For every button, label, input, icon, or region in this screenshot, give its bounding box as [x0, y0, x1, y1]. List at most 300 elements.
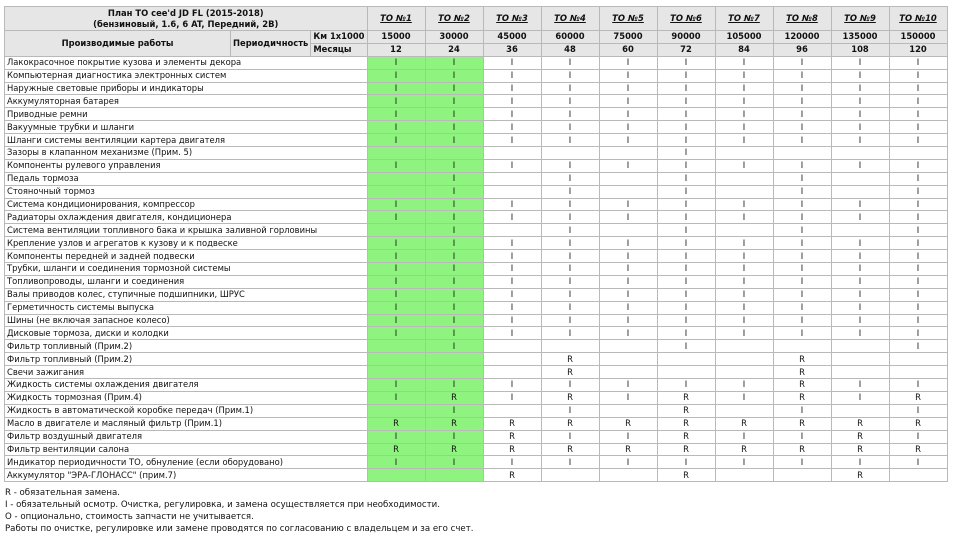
- schedule-cell: I: [367, 237, 425, 250]
- schedule-cell: I: [425, 211, 483, 224]
- schedule-cell: I: [541, 82, 599, 95]
- schedule-cell: [599, 469, 657, 482]
- schedule-cell: R: [715, 443, 773, 456]
- schedule-cell: [831, 172, 889, 185]
- work-name: Шланги системы вентиляции картера двигателя: [5, 134, 368, 147]
- schedule-cell: I: [889, 288, 947, 301]
- schedule-cell: I: [367, 121, 425, 134]
- schedule-cell: I: [657, 121, 715, 134]
- schedule-cell: I: [483, 134, 541, 147]
- schedule-cell: I: [889, 56, 947, 69]
- schedule-cell: I: [657, 185, 715, 198]
- table-row: [5, 379, 948, 392]
- service-km: 90000: [657, 31, 715, 44]
- schedule-cell: [773, 340, 831, 353]
- work-name: Фильтр топливный (Прим.2): [5, 353, 368, 366]
- work-name: Фильтр вентиляции салона: [5, 443, 368, 456]
- table-row: [5, 263, 948, 276]
- table-row: [5, 469, 948, 482]
- schedule-cell: I: [425, 301, 483, 314]
- schedule-cell: [541, 147, 599, 160]
- schedule-cell: I: [599, 391, 657, 404]
- schedule-cell: R: [483, 417, 541, 430]
- service-months: 84: [715, 43, 773, 56]
- schedule-cell: I: [831, 95, 889, 108]
- schedule-cell: R: [657, 430, 715, 443]
- schedule-cell: I: [599, 134, 657, 147]
- schedule-cell: I: [889, 172, 947, 185]
- schedule-cell: I: [715, 69, 773, 82]
- schedule-cell: I: [425, 108, 483, 121]
- schedule-cell: I: [889, 108, 947, 121]
- schedule-cell: I: [425, 327, 483, 340]
- schedule-cell: I: [831, 379, 889, 392]
- table-row: [5, 301, 948, 314]
- schedule-cell: I: [831, 56, 889, 69]
- schedule-cell: I: [367, 211, 425, 224]
- schedule-cell: I: [367, 69, 425, 82]
- work-name: Жидкость тормозная (Прим.4): [5, 391, 368, 404]
- schedule-cell: I: [425, 250, 483, 263]
- work-name: Индикатор периодичности ТО, обнуление (если оборудовано): [5, 456, 368, 469]
- schedule-cell: I: [773, 224, 831, 237]
- schedule-cell: I: [483, 56, 541, 69]
- schedule-cell: I: [483, 69, 541, 82]
- schedule-cell: I: [541, 121, 599, 134]
- schedule-cell: [483, 353, 541, 366]
- table-row: [5, 275, 948, 288]
- schedule-cell: I: [657, 172, 715, 185]
- work-name: Аккумуляторная батарея: [5, 95, 368, 108]
- schedule-cell: I: [599, 82, 657, 95]
- table-row: [5, 250, 948, 263]
- schedule-cell: I: [889, 82, 947, 95]
- work-name: Система вентиляции топливного бака и крышка заливной горловины: [5, 224, 368, 237]
- schedule-cell: I: [831, 288, 889, 301]
- schedule-cell: I: [483, 314, 541, 327]
- schedule-cell: I: [773, 172, 831, 185]
- schedule-cell: I: [889, 456, 947, 469]
- schedule-cell: I: [367, 159, 425, 172]
- table-row: [5, 69, 948, 82]
- schedule-cell: I: [599, 263, 657, 276]
- schedule-cell: I: [367, 134, 425, 147]
- service-months: 24: [425, 43, 483, 56]
- schedule-cell: I: [425, 237, 483, 250]
- legend-note: I - обязательный осмотр. Очистка, регулировка, и замена осуществляется при необходимости.: [5, 500, 440, 510]
- schedule-cell: I: [657, 301, 715, 314]
- service-km: 15000: [367, 31, 425, 44]
- work-name: Аккумулятор "ЭРА-ГЛОНАСС" (прим.7): [5, 469, 368, 482]
- schedule-cell: I: [483, 379, 541, 392]
- schedule-cell: [715, 404, 773, 417]
- service-label-2[interactable]: ТО №2: [425, 7, 483, 31]
- schedule-cell: I: [889, 263, 947, 276]
- schedule-cell: [599, 366, 657, 379]
- schedule-cell: I: [715, 430, 773, 443]
- schedule-cell: [483, 147, 541, 160]
- schedule-title: [5, 7, 368, 31]
- schedule-cell: [483, 366, 541, 379]
- schedule-cell: I: [715, 121, 773, 134]
- schedule-table: [4, 6, 948, 482]
- schedule-cell: I: [541, 275, 599, 288]
- schedule-cell: I: [425, 185, 483, 198]
- schedule-cell: I: [831, 69, 889, 82]
- schedule-cell: I: [425, 159, 483, 172]
- schedule-cell: I: [541, 237, 599, 250]
- schedule-cell: [715, 185, 773, 198]
- table-row: [5, 134, 948, 147]
- schedule-cell: I: [599, 211, 657, 224]
- schedule-cell: I: [773, 301, 831, 314]
- schedule-cell: I: [425, 134, 483, 147]
- work-name: Масло в двигателе и масляный фильтр (Прим.1): [5, 417, 368, 430]
- schedule-cell: [483, 185, 541, 198]
- schedule-cell: R: [773, 353, 831, 366]
- table-row: [5, 288, 948, 301]
- schedule-cell: I: [831, 237, 889, 250]
- schedule-cell: I: [483, 108, 541, 121]
- schedule-cell: R: [483, 469, 541, 482]
- schedule-cell: I: [541, 430, 599, 443]
- schedule-cell: R: [541, 443, 599, 456]
- schedule-cell: I: [889, 340, 947, 353]
- table-row: [5, 391, 948, 404]
- schedule-cell: [367, 172, 425, 185]
- service-months: 36: [483, 43, 541, 56]
- schedule-cell: [831, 224, 889, 237]
- schedule-cell: [715, 366, 773, 379]
- schedule-cell: R: [599, 417, 657, 430]
- schedule-cell: I: [715, 314, 773, 327]
- service-label-4[interactable]: ТО №4: [541, 7, 599, 31]
- schedule-cell: [599, 340, 657, 353]
- schedule-cell: I: [541, 95, 599, 108]
- schedule-cell: I: [773, 198, 831, 211]
- schedule-cell: I: [367, 82, 425, 95]
- service-label-6[interactable]: ТО №6: [657, 7, 715, 31]
- work-name: Система кондиционирования, компрессор: [5, 198, 368, 211]
- work-name: Герметичность системы выпуска: [5, 301, 368, 314]
- work-name: Компьютерная диагностика электронных систем: [5, 69, 368, 82]
- service-km: 150000: [889, 31, 947, 44]
- schedule-cell: I: [425, 340, 483, 353]
- schedule-cell: I: [541, 250, 599, 263]
- table-row: [5, 172, 948, 185]
- service-label-10[interactable]: ТО №10: [889, 7, 947, 31]
- schedule-cell: R: [773, 366, 831, 379]
- schedule-cell: I: [599, 288, 657, 301]
- schedule-cell: I: [889, 185, 947, 198]
- schedule-cell: R: [599, 443, 657, 456]
- work-name: Крепление узлов и агрегатов к кузову и к подвеске: [5, 237, 368, 250]
- schedule-cell: I: [425, 404, 483, 417]
- schedule-cell: [367, 224, 425, 237]
- schedule-cell: I: [483, 391, 541, 404]
- schedule-cell: I: [773, 404, 831, 417]
- schedule-cell: I: [657, 340, 715, 353]
- schedule-cell: I: [889, 69, 947, 82]
- table-row: [5, 417, 948, 430]
- schedule-cell: I: [889, 237, 947, 250]
- schedule-cell: I: [773, 211, 831, 224]
- schedule-cell: I: [541, 172, 599, 185]
- schedule-cell: I: [425, 288, 483, 301]
- schedule-cell: I: [715, 379, 773, 392]
- schedule-cell: I: [889, 314, 947, 327]
- table-row: [5, 95, 948, 108]
- schedule-cell: [367, 340, 425, 353]
- schedule-cell: I: [483, 327, 541, 340]
- schedule-cell: I: [657, 147, 715, 160]
- schedule-cell: I: [599, 95, 657, 108]
- schedule-cell: [367, 366, 425, 379]
- table-row: [5, 56, 948, 69]
- table-row: [5, 198, 948, 211]
- schedule-cell: R: [657, 404, 715, 417]
- schedule-cell: I: [889, 301, 947, 314]
- schedule-cell: I: [599, 69, 657, 82]
- service-label-7[interactable]: ТО №7: [715, 7, 773, 31]
- schedule-cell: I: [425, 379, 483, 392]
- schedule-cell: I: [483, 275, 541, 288]
- schedule-cell: I: [483, 211, 541, 224]
- schedule-cell: I: [657, 211, 715, 224]
- schedule-cell: [889, 366, 947, 379]
- schedule-cell: I: [367, 301, 425, 314]
- schedule-cell: I: [657, 327, 715, 340]
- schedule-cell: [831, 340, 889, 353]
- schedule-cell: I: [483, 301, 541, 314]
- schedule-cell: I: [773, 314, 831, 327]
- schedule-cell: I: [599, 56, 657, 69]
- schedule-cell: I: [541, 288, 599, 301]
- schedule-cell: I: [541, 108, 599, 121]
- schedule-cell: I: [657, 237, 715, 250]
- schedule-cell: I: [599, 159, 657, 172]
- title-line-2: (бензиновый, 1.6, 6 AT, Передний, 2В): [93, 18, 279, 29]
- table-row: [5, 224, 948, 237]
- schedule-cell: I: [599, 237, 657, 250]
- schedule-cell: I: [889, 430, 947, 443]
- schedule-cell: I: [773, 69, 831, 82]
- schedule-cell: I: [541, 379, 599, 392]
- schedule-cell: I: [773, 288, 831, 301]
- schedule-cell: I: [483, 121, 541, 134]
- table-row: [5, 366, 948, 379]
- schedule-cell: I: [599, 456, 657, 469]
- service-km: 75000: [599, 31, 657, 44]
- schedule-cell: I: [831, 314, 889, 327]
- schedule-cell: I: [773, 56, 831, 69]
- schedule-cell: I: [715, 134, 773, 147]
- schedule-cell: I: [715, 211, 773, 224]
- schedule-cell: I: [831, 301, 889, 314]
- schedule-cell: [657, 353, 715, 366]
- schedule-cell: R: [483, 443, 541, 456]
- schedule-cell: I: [599, 327, 657, 340]
- schedule-cell: [367, 469, 425, 482]
- schedule-cell: I: [889, 159, 947, 172]
- work-name: Приводные ремни: [5, 108, 368, 121]
- schedule-cell: [367, 147, 425, 160]
- schedule-cell: I: [831, 134, 889, 147]
- work-name: Наружные световые приборы и индикаторы: [5, 82, 368, 95]
- schedule-cell: [831, 147, 889, 160]
- schedule-cell: [889, 469, 947, 482]
- service-km: 60000: [541, 31, 599, 44]
- schedule-cell: I: [425, 198, 483, 211]
- schedule-cell: I: [541, 56, 599, 69]
- schedule-cell: I: [889, 327, 947, 340]
- schedule-cell: R: [367, 443, 425, 456]
- work-name: Жидкость в автоматической коробке передач (Прим.1): [5, 404, 368, 417]
- service-km: 135000: [831, 31, 889, 44]
- schedule-cell: I: [367, 314, 425, 327]
- service-months: 48: [541, 43, 599, 56]
- service-label-3[interactable]: ТО №3: [483, 7, 541, 31]
- schedule-cell: [599, 172, 657, 185]
- schedule-cell: I: [541, 198, 599, 211]
- schedule-cell: I: [657, 82, 715, 95]
- schedule-cell: [367, 404, 425, 417]
- schedule-cell: I: [889, 121, 947, 134]
- schedule-cell: I: [599, 108, 657, 121]
- schedule-cell: I: [367, 198, 425, 211]
- legend-note: Работы по очистке, регулировке или замене проводятся по согласованию с владельцем и за его счет.: [5, 524, 474, 534]
- schedule-cell: I: [831, 211, 889, 224]
- schedule-cell: I: [541, 224, 599, 237]
- schedule-cell: I: [599, 121, 657, 134]
- schedule-cell: I: [773, 275, 831, 288]
- service-km: 120000: [773, 31, 831, 44]
- schedule-cell: I: [715, 198, 773, 211]
- schedule-cell: R: [715, 417, 773, 430]
- schedule-cell: [831, 353, 889, 366]
- schedule-cell: I: [367, 250, 425, 263]
- schedule-cell: I: [541, 301, 599, 314]
- schedule-cell: [889, 147, 947, 160]
- schedule-cell: I: [483, 250, 541, 263]
- schedule-cell: I: [425, 121, 483, 134]
- schedule-cell: R: [889, 417, 947, 430]
- schedule-cell: R: [657, 443, 715, 456]
- schedule-cell: I: [367, 391, 425, 404]
- schedule-cell: I: [425, 263, 483, 276]
- table-row: [5, 430, 948, 443]
- schedule-cell: I: [367, 263, 425, 276]
- schedule-cell: I: [831, 275, 889, 288]
- table-row: [5, 108, 948, 121]
- schedule-cell: I: [483, 237, 541, 250]
- schedule-cell: R: [773, 391, 831, 404]
- table-row: [5, 353, 948, 366]
- schedule-cell: R: [889, 391, 947, 404]
- schedule-cell: I: [831, 327, 889, 340]
- schedule-cell: I: [715, 250, 773, 263]
- work-name: Педаль тормоза: [5, 172, 368, 185]
- schedule-cell: R: [831, 443, 889, 456]
- schedule-cell: I: [715, 327, 773, 340]
- table-row: [5, 404, 948, 417]
- schedule-cell: I: [715, 301, 773, 314]
- schedule-cell: [599, 224, 657, 237]
- schedule-cell: I: [541, 327, 599, 340]
- schedule-cell: I: [773, 121, 831, 134]
- schedule-cell: I: [367, 327, 425, 340]
- schedule-cell: [715, 147, 773, 160]
- table-row: [5, 314, 948, 327]
- service-label-8[interactable]: ТО №8: [773, 7, 831, 31]
- schedule-cell: I: [773, 327, 831, 340]
- schedule-cell: I: [657, 69, 715, 82]
- work-name: Фильтр топливный (Прим.2): [5, 340, 368, 353]
- schedule-cell: I: [715, 159, 773, 172]
- table-row: [5, 147, 948, 160]
- schedule-cell: R: [773, 443, 831, 456]
- schedule-cell: I: [715, 237, 773, 250]
- legend-note: O - опционально, стоимость запчасти не учитывается.: [5, 512, 254, 522]
- schedule-cell: I: [715, 56, 773, 69]
- service-km: 30000: [425, 31, 483, 44]
- works-column-header: Производимые работы: [5, 31, 231, 57]
- work-name: Топливопроводы, шланги и соединения: [5, 275, 368, 288]
- schedule-cell: I: [599, 275, 657, 288]
- schedule-cell: R: [425, 443, 483, 456]
- work-name: Валы приводов колес, ступичные подшипники, ШРУС: [5, 288, 368, 301]
- schedule-cell: R: [541, 366, 599, 379]
- schedule-cell: I: [715, 275, 773, 288]
- schedule-cell: I: [889, 224, 947, 237]
- schedule-cell: I: [483, 198, 541, 211]
- schedule-cell: I: [367, 95, 425, 108]
- schedule-cell: I: [889, 211, 947, 224]
- schedule-cell: I: [367, 379, 425, 392]
- service-label-1[interactable]: ТО №1: [367, 7, 425, 31]
- schedule-cell: I: [889, 404, 947, 417]
- schedule-cell: I: [657, 159, 715, 172]
- service-label-9[interactable]: ТО №9: [831, 7, 889, 31]
- service-months: 108: [831, 43, 889, 56]
- work-name: Зазоры в клапанном механизме (Прим. 5): [5, 147, 368, 160]
- title-line-1: План ТО cee'd JD FL (2015-2018): [107, 7, 264, 18]
- schedule-cell: R: [831, 469, 889, 482]
- schedule-cell: [483, 340, 541, 353]
- schedule-cell: I: [425, 95, 483, 108]
- schedule-cell: I: [831, 121, 889, 134]
- work-name: Дисковые тормоза, диски и колодки: [5, 327, 368, 340]
- schedule-cell: I: [657, 275, 715, 288]
- schedule-cell: I: [599, 430, 657, 443]
- schedule-cell: R: [657, 469, 715, 482]
- schedule-cell: I: [889, 134, 947, 147]
- schedule-cell: I: [773, 95, 831, 108]
- service-label-5[interactable]: ТО №5: [599, 7, 657, 31]
- schedule-cell: [599, 147, 657, 160]
- schedule-cell: [367, 185, 425, 198]
- schedule-cell: [831, 404, 889, 417]
- schedule-cell: I: [483, 82, 541, 95]
- schedule-cell: [715, 340, 773, 353]
- schedule-cell: I: [831, 108, 889, 121]
- schedule-cell: [541, 340, 599, 353]
- schedule-cell: I: [425, 275, 483, 288]
- schedule-cell: I: [599, 379, 657, 392]
- schedule-cell: I: [657, 56, 715, 69]
- table-row: [5, 185, 948, 198]
- table-row: [5, 327, 948, 340]
